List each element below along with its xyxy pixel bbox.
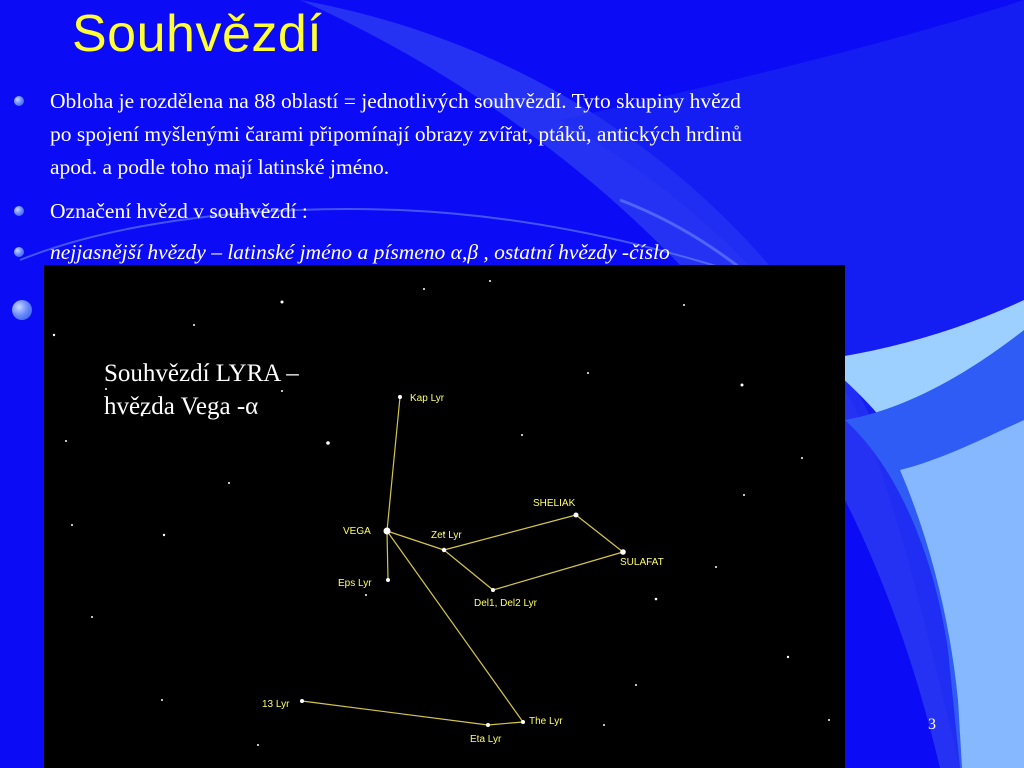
map-caption xyxy=(104,357,299,423)
bullet-icon xyxy=(12,300,32,320)
background-stars xyxy=(53,280,830,746)
page-number: 3 xyxy=(928,716,936,733)
constellation-stars xyxy=(300,395,626,727)
bullet-text-1-cont2: apod. a podle toho mají latinské jméno. xyxy=(50,155,390,179)
bullet-text-3: nejjasnější hvězdy – latinské jméno a písmeno α,β , ostatní hvězdy -číslo xyxy=(50,240,670,264)
star-eps-lyr xyxy=(386,578,390,582)
label-del-lyr: Del1, Del2 Lyr xyxy=(474,598,537,609)
label-kap-lyr: Kap Lyr xyxy=(410,393,445,404)
lyra-star-map xyxy=(44,265,845,768)
label-sulafat: SULAFAT xyxy=(620,557,664,568)
constellation-lines xyxy=(302,397,623,725)
bullet-icon xyxy=(14,96,24,106)
star-eta-lyr xyxy=(486,723,490,727)
bullet-text-1-cont: po spojení myšlenými čarami připomínají obrazy zvířat, ptáků, antických hrdinů xyxy=(50,122,742,146)
caption-line-2: hvězda Vega -α xyxy=(104,393,259,420)
star-zet-lyr xyxy=(442,548,446,552)
star-sheliak xyxy=(574,513,579,518)
caption-line-1: Souhvězdí LYRA – xyxy=(104,360,299,387)
label-eps-lyr: Eps Lyr xyxy=(338,578,372,589)
label-sheliak: SHELIAK xyxy=(533,498,576,509)
label-zet-lyr: Zet Lyr xyxy=(431,530,462,541)
star-sulafat xyxy=(620,549,626,555)
star-del-lyr xyxy=(491,588,495,592)
label-the-lyr: The Lyr xyxy=(529,716,563,727)
bullet-icon xyxy=(14,247,24,257)
star-13-lyr xyxy=(300,699,304,703)
star-chart-svg xyxy=(44,265,845,768)
star-vega xyxy=(384,528,391,535)
bullet-icon xyxy=(14,206,24,216)
label-vega: VEGA xyxy=(343,526,371,537)
star-the-lyr xyxy=(521,720,525,724)
star-kap-lyr xyxy=(398,395,402,399)
label-eta-lyr: Eta Lyr xyxy=(470,734,502,745)
slide-title: Souhvězdí xyxy=(72,5,323,63)
bullet-text-2: Označení hvězd v souhvězdí : xyxy=(50,199,308,223)
bullet-text-1: Obloha je rozdělena na 88 oblastí = jednotlivých souhvězdí. Tyto skupiny hvězd xyxy=(50,89,741,113)
label-13-lyr: 13 Lyr xyxy=(262,699,290,710)
